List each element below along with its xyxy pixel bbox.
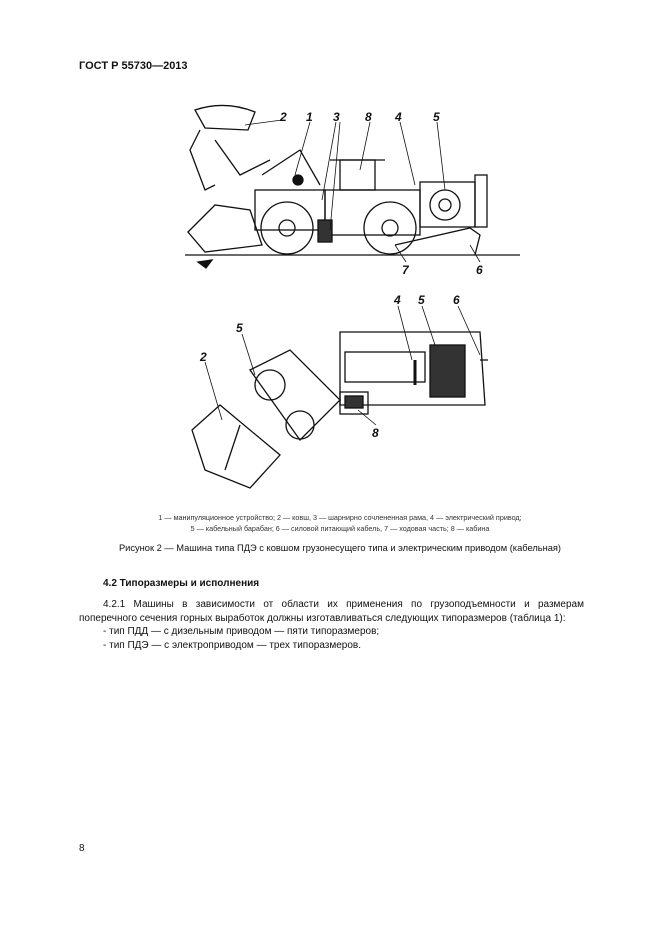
figure-legend — [80, 512, 600, 534]
section-body — [79, 598, 584, 652]
list-item: - тип ПДД — с дизельным приводом — пяти типоразмеров; — [103, 626, 380, 637]
callout-label: 6 — [453, 293, 460, 307]
document-header: ГОСТ Р 55730—2013 — [79, 60, 188, 72]
callout-label: 4 — [394, 293, 401, 307]
side-view-drawing — [185, 105, 520, 277]
page-number: 8 — [79, 843, 85, 854]
callout-label: 3 — [333, 110, 340, 124]
callout-label: 8 — [372, 426, 379, 440]
paragraph: 4.2.1 Машины в зависимости от области их применения по грузоподъемности и размерам поперечного сечения горных выработок должны изготавливаться следующих типоразмеров (таблица 1): — [79, 599, 584, 624]
section-title: 4.2 Типоразмеры и исполнения — [103, 578, 260, 589]
callout-label: 1 — [306, 110, 313, 124]
figure-caption: Рисунок 2 — Машина типа ПДЭ с ковшом грузонесущего типа и электрическим приводом (кабельная) — [118, 543, 562, 553]
callout-label: 8 — [365, 110, 372, 124]
callout-label: 5 — [418, 293, 425, 307]
callout-label: 5 — [236, 321, 243, 335]
callout-label: 4 — [395, 110, 402, 124]
callout-label: 2 — [280, 110, 287, 124]
callout-label: 6 — [476, 263, 483, 277]
callout-label: 5 — [433, 110, 440, 124]
callout-label: 7 — [402, 263, 409, 277]
plan-view-drawing — [192, 293, 488, 488]
legend-line: 5 — кабельный барабан; 6 — силовой питающий кабель, 7 — ходовая часть; 8 — кабина — [190, 524, 490, 533]
callout-label: 2 — [200, 350, 207, 364]
list-item: - тип ПДЭ — с электроприводом — трех типоразмеров. — [103, 639, 362, 651]
legend-line: 1 — манипуляционное устройство; 2 — ковш, 3 — шарнирно сочлененная рама, 4 — электрический привод; — [158, 513, 522, 522]
